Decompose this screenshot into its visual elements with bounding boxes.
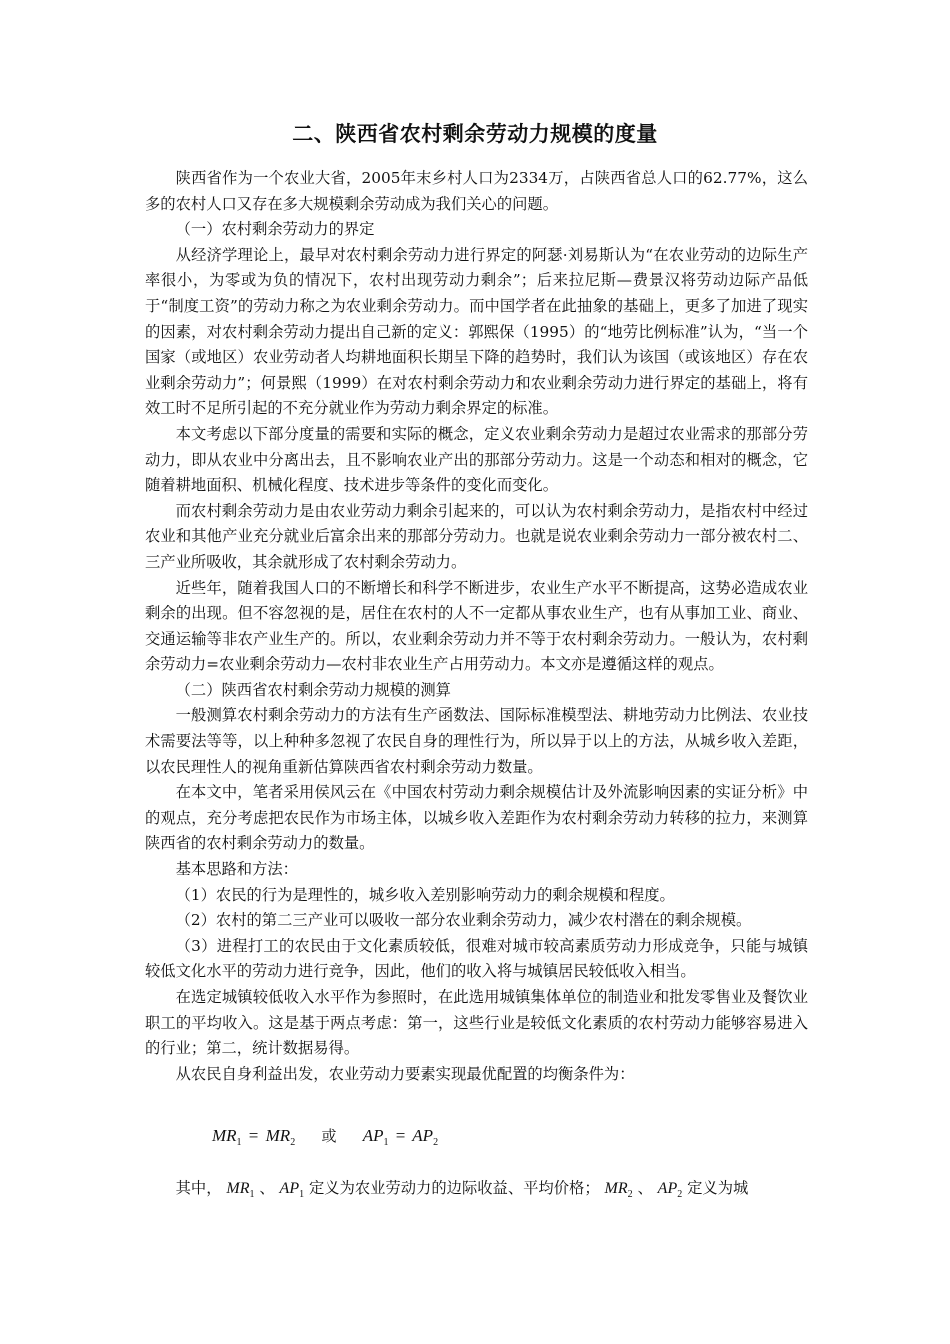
formula-or: 或: [321, 1127, 337, 1145]
paragraph-approach: 在本文中，笔者采用侯风云在《中国农村劳动力剩余规模估计及外流影响因素的实证分析》中的观点，充分考虑把农民作为市场主体，以城乡收入差距作为农村剩余劳动力转移的拉力，来测算陕西省的农村剩余劳动力的数量。: [145, 783, 808, 853]
paragraph-basic-idea: 基本思路和方法：: [175, 860, 298, 879]
var-ap2: $AP_2$: [657, 1180, 683, 1200]
paragraph-recent-years: 近些年，随着我国人口的不断增长和科学不断进步，农业生产水平不断提高，这势必造成农业剩余的出现。但不容忽视的是，居住在农村的人不一定都从事农业生产，也有从事加工业、商业、交通运输等非农产业生产的。所以，农业剩余劳动力并不等于农村剩余劳动力。一般认为，农村剩余劳动力=农业剩余劳动力—农村非农业生产占用劳动力。本文亦是遵循这样的观点。: [145, 578, 808, 674]
paragraph-reference-income: 在选定城镇较低收入水平作为参照时，在此选用城镇集体单位的制造业和批发零售业及餐饮业职工的平均收入。这是基于两点考虑：第一，这些行业是较低文化素质的农村劳动力能够容易进入的行业；第二，统计数据易得。: [145, 988, 808, 1058]
paragraph-intro: 陕西省作为一个农业大省，2005年末乡村人口为2334万，占陕西省总人口的62.77%，这么多的农村人口又存在多大规模剩余劳动成为我们关心的问题。: [145, 169, 808, 213]
paragraph-theory: 从经济学理论上，最早对农村剩余劳动力进行界定的阿瑟·刘易斯认为“在农业劳动的边际生产率很小，为零或为负的情况下，农村出现劳动力剩余”；后来拉尼斯—费景汉将劳动边际产品低于“制度工资”的劳动力称之为农业剩余劳动力。而中国学者在此抽象的基础上，更多了加进了现实的因素，对农村剩余劳动力提出自己新的定义：郭熙保（1995）的“地劳比例标准”认为，“当一个国家（或地区）农业劳动者人均耕地面积长期呈下降的趋势时，我们认为该国（或该地区）存在农业剩余劳动力”；何景熙（1999）在对农村剩余劳动力和农业剩余劳动力进行界定的基础上，将有效工时不足所引起的不充分就业作为劳动力剩余界定的标准。: [145, 245, 808, 418]
equilibrium-formula: [212, 1125, 438, 1148]
formula-mr2: $MR_2$: [265, 1126, 296, 1148]
subheading-measurement: （二）陕西省农村剩余劳动力规模的测算: [175, 680, 451, 699]
section-title: 二、陕西省农村剩余劳动力规模的度量: [292, 122, 658, 146]
paragraph-point-1: （1）农民的行为是理性的，城乡收入差别影响劳动力的剩余规模和程度。: [175, 885, 675, 904]
paragraph-variables: 其中， $MR_1$ 、 $AP_1$ 定义为农业劳动力的边际收益、平均价格； $MR_2$ 、 $AP_2$ 定义为城: [175, 1179, 749, 1200]
var-mr2: $MR_2$: [604, 1180, 633, 1200]
paragraph-point-3: （3）进程打工的农民由于文化素质较低，很难对城市较高素质劳动力形成竞争，只能与城镇较低文化水平的劳动力进行竞争，因此，他们的收入将与城镇居民较低收入相当。: [145, 936, 808, 981]
formula-ap1: $AP_1$: [362, 1126, 389, 1148]
formula-equals: =: [248, 1126, 259, 1145]
paragraph-point-2: （2）农村的第二三产业可以吸收一部分农业剩余劳动力，减少农村潜在的剩余规模。: [175, 911, 752, 930]
paragraph-equilibrium: 从农民自身利益出发，农业劳动力要素实现最优配置的均衡条件为：: [175, 1064, 635, 1083]
formula-ap2: $AP_2$: [412, 1126, 439, 1148]
var-mr1: $MR_1$: [226, 1180, 255, 1200]
var-ap1: $AP_1$: [279, 1180, 305, 1200]
paragraph-methods: 一般测算农村剩余劳动力的方法有生产函数法、国际标准模型法、耕地劳动力比例法、农业技术需要法等等，以上种种多忽视了农民自身的理性行为，所以异于以上的方法，从城乡收入差距，以农民理性人的视角重新估算陕西省农村剩余劳动力数量。: [145, 706, 808, 776]
subheading-definition: （一）农村剩余劳动力的界定: [175, 220, 375, 239]
paragraph-definition: 本文考虑以下部分度量的需要和实际的概念，定义农业剩余劳动力是超过农业需求的那部分劳动力，即从农业中分离出去，且不影响农业产出的那部分劳动力。这是一个动态和相对的概念，它随着耕地面积、机械化程度、技术进步等条件的变化而变化。: [145, 424, 808, 495]
paragraph-rural-surplus: 而农村剩余劳动力是由农业劳动力剩余引起来的，可以认为农村剩余劳动力，是指农村中经过农业和其他产业充分就业后富余出来的那部分劳动力。也就是说农业剩余劳动力一部分被农村二、三产业所吸收，其余就形成了农村剩余劳动力。: [145, 501, 808, 571]
formula-equals-2: =: [395, 1126, 406, 1145]
document-body: [145, 166, 808, 1087]
formula-mr1: $MR_1$: [212, 1126, 242, 1148]
